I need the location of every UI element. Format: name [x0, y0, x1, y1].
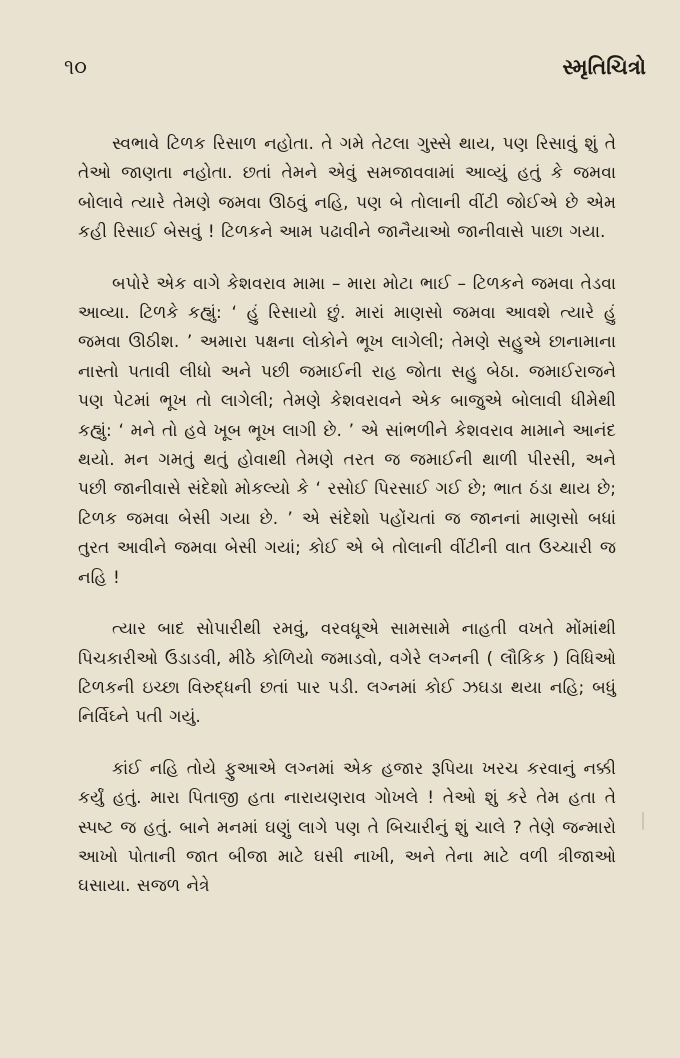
running-title: સ્મૃતિચિત્રો: [562, 55, 646, 79]
page-number: ૧૦: [64, 55, 87, 79]
paragraph-4: કાંઈ નહિ તોયે ફુઆએ લગ્નમાં એક હજાર રૂપિયા ખરચ કરવાનું નક્કી કર્યું હતું. મારા પિતાજી હતા નારાયણરાવ ગોખલે ! તેઓ શું કરે તેમ હતા તે સ્પષ્ટ જ હતું. બાને મનમાં ઘણું લાગે પણ તે બિચારીનું શું ચાલે ? તેણે જન્મારો આખો પોતાની જાત બીજા માટે ઘસી નાખી, અને તેના માટે વળી ત્રીજાઓ ઘસાયા. સજળ નેત્રે: [78, 758, 616, 897]
body-text: [78, 130, 616, 902]
scan-mark: [642, 812, 644, 830]
paragraph-1: સ્વભાવે ટિળક રિસાળ નહોતા. તે ગમે તેટલા ગુસ્સે થાય, પણ રિસાવું શું તે તેઓ જાણતા નહોતા. છતાં તેમને એવું સમજાવવામાં આવ્યું હતું કે જમવા બોલાવે ત્યારે તેમણે જમવા ઊઠવું નહિ, પણ બે તોલાની વીંટી જોઈએ છે એમ કહી રિસાઈ બેસવું ! ટિળકને આમ પઢાવીને જાનૈયાઓ જાનીવાસે પાછા ગયા.: [78, 134, 616, 243]
paragraph-3: ત્યાર બાદ સોપારીથી રમવું, વરવધૂએ સામસામે નાહતી વખતે મોંમાંથી પિચકારીઓ ઉડાડવી, મીઠે કોળિયો જમાડવો, વગેરે લગ્નની ( લૌકિક ) વિધિઓ ટિળકની ઇચ્છા વિરુદ્ધની છતાં પાર પડી. લગ્નમાં કોઈ ઝઘડા થયા નહિ; બધું નિર્વિઘ્ને પતી ગયું.: [78, 619, 616, 728]
page-header: [64, 52, 646, 86]
paragraph-2: બપોરે એક વાગે કેશવરાવ મામા – મારા મોટા ભાઈ – ટિળકને જમવા તેડવા આવ્યા. ટિળકે કહ્યું: ‘ હું રિસાયો છું. મારાં માણસો જમવા આવશે ત્યારે હું જમવા ઊઠીશ. ’ અમારા પક્ષના લોકોને ભૂખ લાગેલી; તેમણે સહુએ છાનામાના નાસ્તો પતાવી લીધો અને પછી જમાઈની રાહ જોતા સહુ બેઠા. જમાઈરાજને પણ પેટમાં ભૂખ તો લાગેલી; તેમણે કેશવરાવને એક બાજુએ બોલાવી ધીમેથી કહ્યું: ‘ મને તો હવે ખૂબ ભૂખ લાગી છે. ’ એ સાંભળીને કેશવરાવ મામાને આનંદ થયો. મન ગમતું થતું હોવાથી તેમણે તરત જ જમાઈની થાળી પીરસી, અને પછી જાનીવાસે સંદેશો મોકલ્યો કે ‘ રસોઈ પિરસાઈ ગઈ છે; ભાત ઠંડા થાય છે; ટિળક જમવા બેસી ગયા છે. ’ એ સંદેશો પહોંચતાં જ જાનનાં માણસો બધાં તુરત આવીને જમવા બેસી ગયાં; કોઈ એ બે તોલાની વીંટીની વાત ઉચ્ચારી જ નહિ !: [78, 273, 616, 588]
